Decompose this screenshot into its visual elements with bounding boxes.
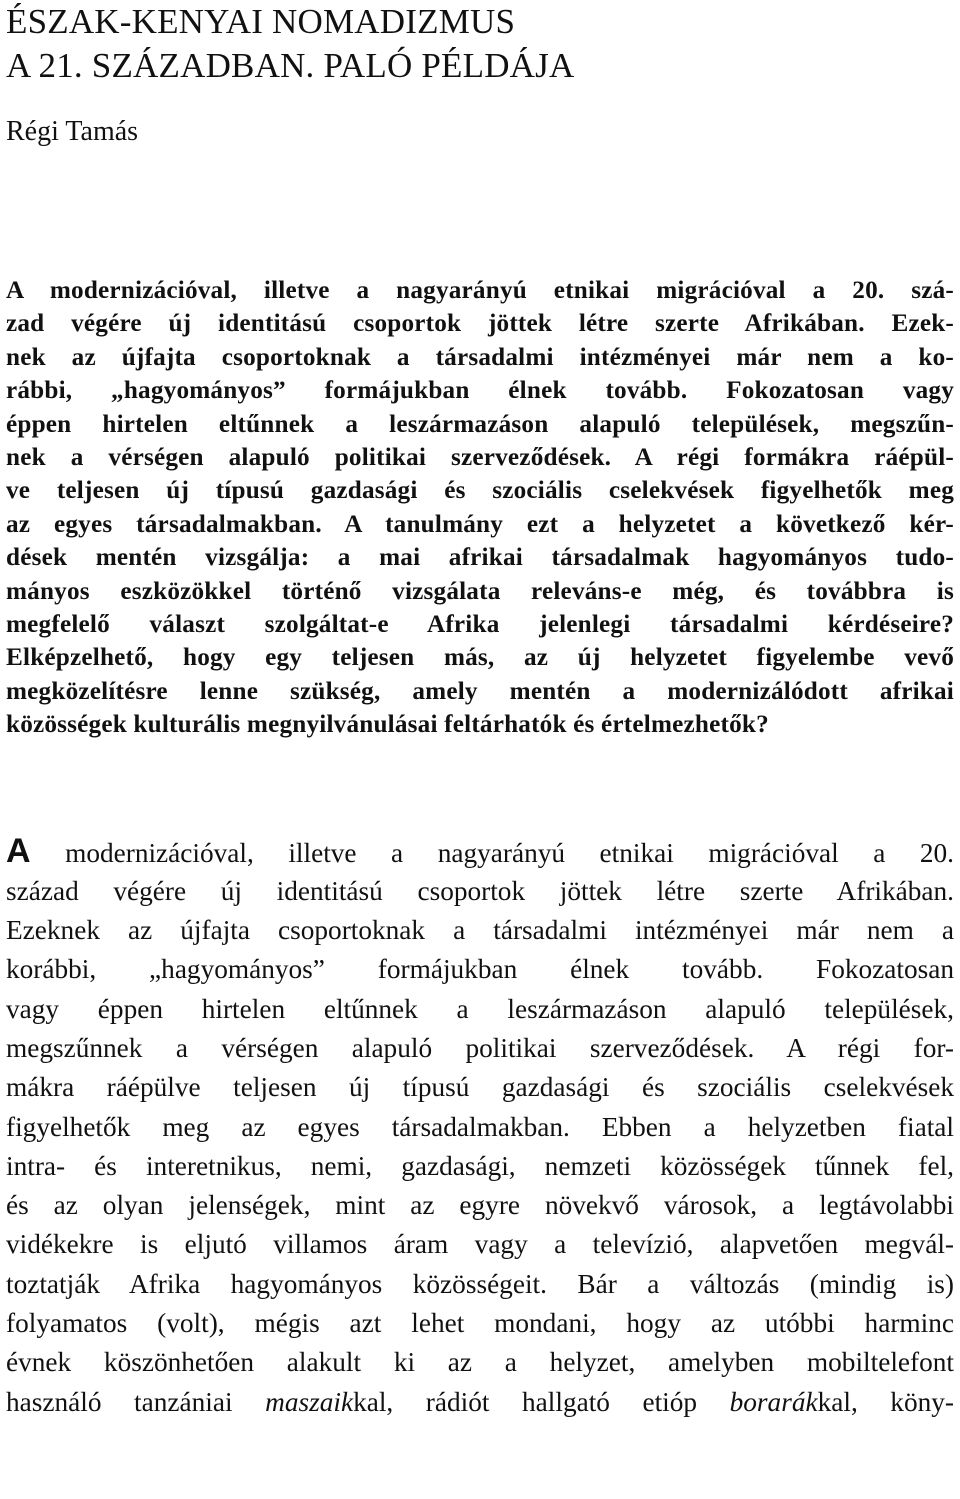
- body-last-line: [6, 1383, 954, 1422]
- abstract-line: zad végére új identitású csoportok jöttek létre szerte Afrikában. Ezek-: [6, 310, 954, 338]
- article-title-line-2: A 21. SZÁZADBAN. PALÓ PÉLDÁJA: [6, 46, 575, 85]
- body-first-line-text: modernizációval, illetve a nagyarányú etnikai migrációval a 20.: [30, 838, 954, 869]
- abstract-line: mányos eszközökkel történő vizsgálata releváns-e még, és továbbra is: [6, 577, 954, 605]
- body-last-line-part-3: kal, köny-: [817, 1386, 954, 1417]
- abstract-line: ve teljesen új típusú gazdasági és szociális cselekvések figyelhetők meg: [6, 477, 954, 505]
- article-page: [6, 0, 954, 1499]
- body-line: vagy éppen hirtelen eltűnnek a leszármazáson alapuló települések,: [6, 993, 954, 1024]
- author-name: Régi Tamás: [6, 116, 139, 147]
- body-line: évnek köszönhetően alakult ki az a helyzet, amelyben mobiltelefont: [6, 1347, 954, 1378]
- body-line: figyelhetők meg az egyes társadalmakban. Ebben a helyzetben fiatal: [6, 1111, 954, 1142]
- body-line: toztatják Afrika hagyományos közösségeit. Bár a változás (mindig is): [6, 1268, 954, 1299]
- body-line: folyamatos (volt), mégis azt lehet mondani, hogy az utóbbi harminc: [6, 1308, 954, 1339]
- body-last-line-part-2: kal, rádiót hallgató etióp: [353, 1386, 730, 1417]
- abstract-line: közösségek kulturális megnyilvánulásai feltárhatók és értelmezhetők?: [6, 711, 769, 739]
- body-last-line-part-1: használó tanzániai: [6, 1386, 266, 1417]
- article-title-line-1: ÉSZAK-KENYAI NOMADIZMUS: [6, 2, 516, 41]
- abstract-line: az egyes társadalmakban. A tanulmány ezt a helyzetet a következő kér-: [6, 510, 954, 538]
- body-line: megszűnnek a vérségen alapuló politikai szerveződések. A régi for-: [6, 1032, 954, 1063]
- body-line: vidékekre is eljutó villamos áram vagy a televízió, alapvetően megvál-: [6, 1229, 954, 1260]
- body-text: [6, 832, 954, 1421]
- body-line: intra- és interetnikus, nemi, gazdasági, nemzeti közösségek tűnnek fel,: [6, 1150, 954, 1181]
- article-title: [6, 0, 954, 88]
- body-line: század végére új identitású csoportok jöttek létre szerte Afrikában.: [6, 875, 954, 906]
- drop-cap: A: [6, 832, 31, 871]
- abstract-line: Elképzelhető, hogy egy teljesen más, az új helyzetet figyelembe vevő: [6, 644, 954, 672]
- abstract-line: rábbi, „hagyományos” formájukban élnek tovább. Fokozatosan vagy: [6, 377, 954, 405]
- abstract: [6, 274, 954, 741]
- abstract-line: megfelelő választ szolgáltat-e Afrika jelenlegi társadalmi kérdéseire?: [6, 610, 954, 638]
- abstract-line: éppen hirtelen eltűnnek a leszármazáson alapuló települések, megszűn-: [6, 410, 954, 438]
- italic-term-maszai: maszaik: [265, 1386, 354, 1417]
- abstract-line: megközelítésre lenne szükség, amely mentén a modernizálódott afrikai: [6, 677, 954, 705]
- abstract-line: nek az újfajta csoportoknak a társadalmi intézményei már nem a ko-: [6, 343, 954, 371]
- abstract-line: dések mentén vizsgálja: a mai afrikai társadalmak hagyományos tudo-: [6, 544, 954, 572]
- body-line: és az olyan jelenségek, mint az egyre növekvő városok, a legtávolabbi: [6, 1190, 954, 1221]
- abstract-line: A modernizációval, illetve a nagyarányú etnikai migrációval a 20. szá-: [6, 277, 954, 304]
- body-line: Ezeknek az újfajta csoportoknak a társadalmi intézményei már nem a: [6, 915, 954, 946]
- abstract-line: nek a vérségen alapuló politikai szerveződések. A régi formákra ráépül-: [6, 443, 954, 471]
- body-first-line: [6, 832, 954, 871]
- italic-term-borara: borarák: [729, 1386, 818, 1417]
- body-line: korábbi, „hagyományos” formájukban élnek tovább. Fokozatosan: [6, 954, 954, 985]
- body-line: mákra ráépülve teljesen új típusú gazdasági és szociális cselekvések: [6, 1072, 954, 1103]
